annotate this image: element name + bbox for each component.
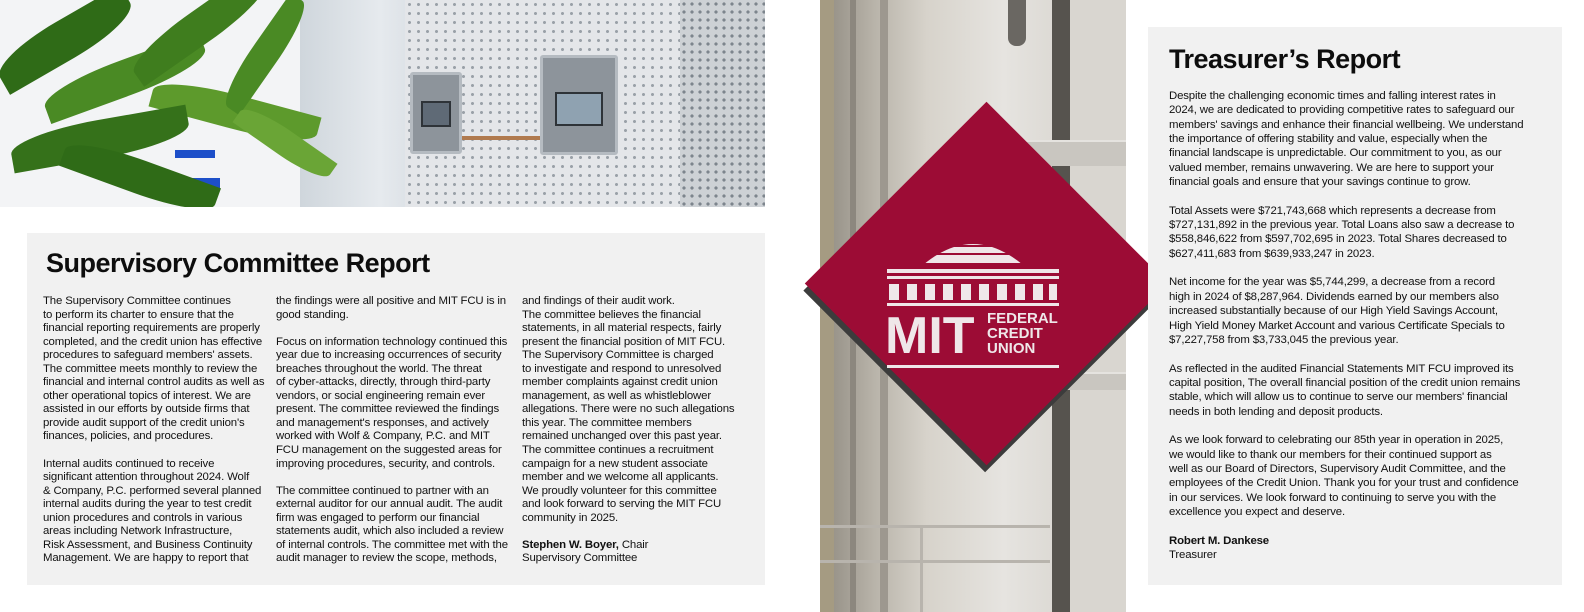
supervisory-committee-panel [27, 233, 765, 585]
colonnade-icon [889, 284, 1057, 300]
paragraph: the findings were all positive and MIT FCU is in good standing. [276, 295, 506, 321]
signature-name: Stephen W. Boyer, [522, 538, 619, 551]
treasurer-report-panel [1148, 27, 1562, 585]
supervisory-column-2 [276, 295, 518, 566]
sign-credit-text: CREDIT [987, 325, 1043, 342]
treasurer-title: Treasurer’s Report [1169, 44, 1401, 74]
perforated-atm-wall-side [680, 0, 765, 207]
supervisory-column-1 [43, 295, 268, 566]
signature-role-inline: Chair [618, 538, 649, 551]
paragraph: Total Assets were $721,743,668 which represents a decrease from $727,131,892 in the previous year. Total Loans also saw a decrease to $558,846,622 from $597,702,695 in 2023. Total Shares decreased to $627,411,683 from $639,933,247 in 2023. [1169, 204, 1515, 260]
paragraph: and findings of their audit work. The committee believes the financial statements, in all material respects, fairly present the financial position of MIT FCU. The Supervisory Committee is charged to investigate and respond to unresolved member complaints against credit union management, as well as whistleblower allegations. There were no such allegations this year. The committee members remained unchanged over this past year. The committee continues a recruitment campaign for a new student associate member and we welcome all applicants. We proudly volunteer for this committee and look forward to serving the MIT FCU community in 2025. [522, 295, 735, 524]
paragraph: The committee continued to partner with an external auditor for our annual audit. The audit firm was engaged to perform our financial statements audit, which also included a review of internal controls. The committee met with the audit manager to review the scope, methods, [276, 484, 508, 565]
atm-machine [540, 55, 618, 155]
sign-federal-text: FEDERAL [987, 310, 1058, 327]
signature-name: Robert M. Dankese [1169, 534, 1269, 547]
treasurer-body [1169, 89, 1549, 562]
signature-role: Supervisory Committee [522, 552, 638, 565]
mit-fcu-logo [883, 225, 1063, 375]
paragraph: As we look forward to celebrating our 85th year in operation in 2025, we would like to thank our members for their continued support as well as our Board of Directors, Supervisory Audit Committee, and the employees of the Credit Union. Thank you for your trust and confidence in our services. We look forward to continuing to serve you with the excellence you expect and deserve. [1169, 434, 1519, 518]
supervisory-title: Supervisory Committee Report [46, 248, 430, 278]
paragraph: Net income for the year was $5,744,299, a decrease from a record high in 2024 of $8,287,964. Dividends earned by our members also increased substantially because of our High Yield Savings Account, High Yield Money Market Account and various Certificate Specials to $7,227,758 from $3,733,045 the previous year. [1169, 276, 1505, 346]
atm-machine [410, 72, 462, 154]
signature-block [1169, 534, 1549, 563]
atm-lobby-photo [0, 0, 765, 207]
paragraph: Internal audits continued to receive significant attention throughout 2024. Wolf & Company, P.C. performed several planned internal audits during the year to test credit union procedures and controls in various areas including Network Infrastructure, Risk Assessment, and Business Continuity Management. We are happy to report that [43, 457, 262, 565]
paragraph: The Supervisory Committee continues to perform its charter to ensure that the financial reporting requirements are properly completed, and the credit union has effective procedures to safeguard members' assets. The committee meets monthly to review the financial and internal control audits as well as other operational topics of interest. We are assisted in our efforts by outside firms that provide audit support of the credit union's finances, policies, and procedures. [43, 295, 265, 443]
paragraph: Focus on information technology continued this year due to increasing occurrences of security breaches throughout the world. The threat of cyber-attacks, directly, through third-party vendors, or social engineering remain ever present. The committee reviewed the findings and management's responses, and actively worked with Wolf & Company, P.C. and MIT FCU management on the suggested areas for improving procedures, security, and controls. [276, 335, 508, 470]
sign-union-text: UNION [987, 340, 1036, 357]
blue-wall-graphic [175, 150, 215, 158]
sign-mit-text: MIT [885, 307, 975, 365]
paragraph: As reflected in the audited Financial Statements MIT FCU improved its capital position, The overall financial position of the credit union remains stable, which will allow us to continue to serve our members' financial needs in both lending and deposit products. [1169, 362, 1521, 418]
supervisory-column-3 [522, 295, 750, 566]
signature-block [522, 539, 750, 566]
paragraph: Despite the challenging economic times and falling interest rates in 2024, we are dedicated to providing competitive rates to safeguard our members' savings and enhance their financial wellbeing. We understand the importance of offering stability and value, especially when the financial landscape is unpredictable. Our commitment to you, as our valued member, remains unwavering. We are here to support your financial goals and ensure that your savings continue to grow. [1169, 90, 1524, 189]
signature-role: Treasurer [1169, 549, 1217, 561]
lamp-fixture [1008, 0, 1026, 46]
